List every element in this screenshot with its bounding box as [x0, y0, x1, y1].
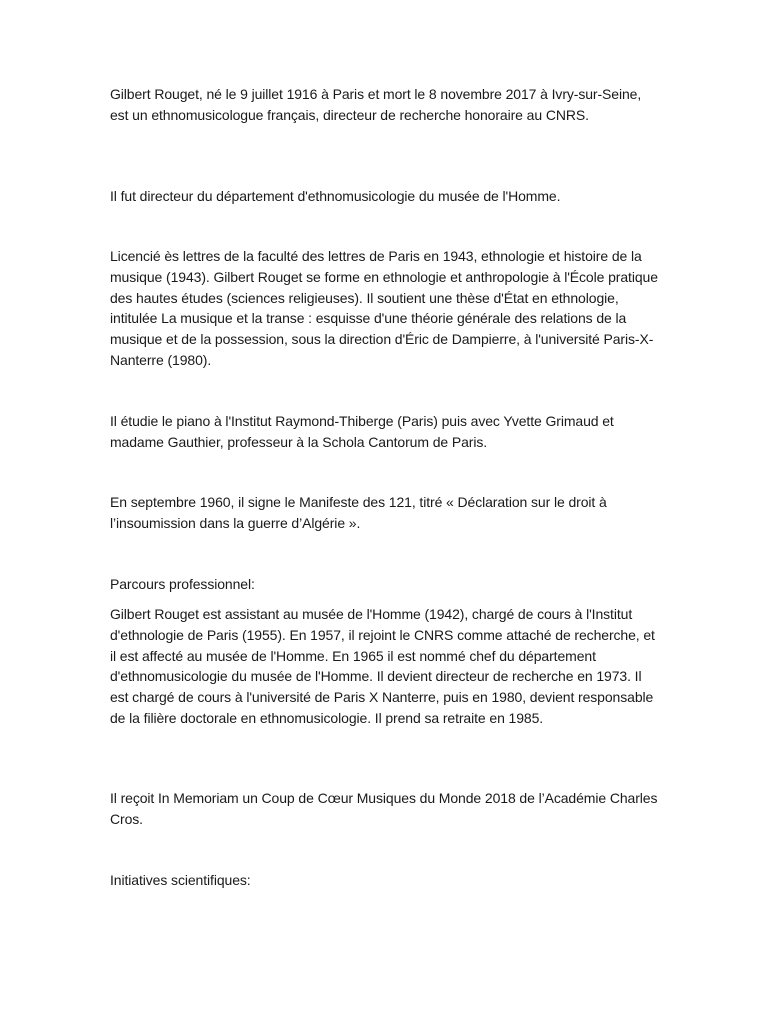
- paragraph-manifeste: En septembre 1960, il signe le Manifeste des 121, titré « Déclaration sur le droit à l’insoumission dans la guerre d’Algérie ».: [110, 494, 607, 531]
- heading-initiatives: Initiatives scientifiques:: [110, 872, 251, 888]
- paragraph-intro: Gilbert Rouget, né le 9 juillet 1916 à Paris et mort le 8 novembre 2017 à Ivry-sur-Seine, est un ethnomusicologue français, directeur de recherche honoraire au CNRS.: [110, 86, 642, 123]
- paragraph-piano: Il étudie le piano à l'Institut Raymond-Thiberge (Paris) puis avec Yvette Grimaud et madame Gauthier, professeur à la Schola Cantorum de Paris.: [110, 413, 614, 450]
- paragraph-award: Il reçoit In Memoriam un Coup de Cœur Musiques du Monde 2018 de l’Académie Charles Cros.: [110, 790, 658, 827]
- paragraph-director: Il fut directeur du département d'ethnomusicologie du musée de l'Homme.: [110, 188, 561, 204]
- heading-parcours: Parcours professionnel:: [110, 576, 255, 592]
- paragraph-parcours: Gilbert Rouget est assistant au musée de l'Homme (1942), chargé de cours à l'Institut d'ethnologie de Paris (1955). En 1957, il rejoint le CNRS comme attaché de recherche, et il est affecté au musée de l'Homme. En 1965 il est nommé chef du département d'ethnomusicologie du musée de l'Homme. Il devient directeur de recherche en 1973. Il est chargé de cours à l'université de Paris X Nanterre, puis en 1980, devient responsable de la filière doctorale en ethnomusicologie. Il prend sa retraite en 1985.: [110, 606, 655, 726]
- paragraph-education: Licencié ès lettres de la faculté des lettres de Paris en 1943, ethnologie et histoire de la musique (1943). Gilbert Rouget se forme en ethnologie et anthropologie à l'École pratique des hautes études (sciences religieuses). Il soutient une thèse d'État en ethnologie, intitulée La musique et la transe : esquisse d'une théorie générale des relations de la musique et de la possession, sous la direction d'Éric de Dampierre, à l'université Paris-X-Nanterre (1980).: [110, 248, 658, 368]
